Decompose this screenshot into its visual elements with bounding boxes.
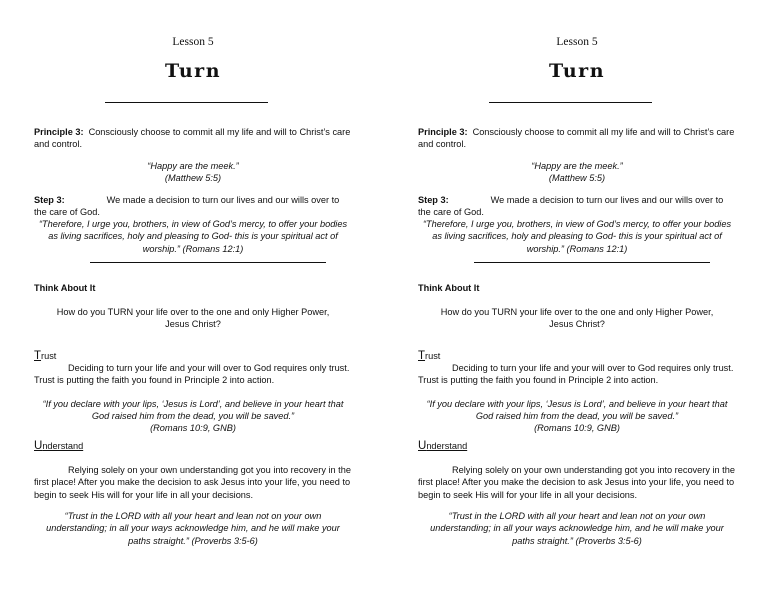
understand-body: Relying solely on your own understanding got you into recovery in the first place! After you make the decision to ask Jesus into your life, you need to begin to seek His will for your life in all your decisions. — [34, 465, 351, 500]
trust-body: Deciding to turn your life and your will over to God requires only trust. Trust is putting the faith you found in Principle 2 into action. — [34, 363, 350, 386]
section-divider — [474, 262, 710, 263]
title-divider — [489, 102, 652, 103]
trust-heading — [34, 350, 352, 362]
understand-quote: “Trust in the LORD with all your heart and lean not on your own understanding; in all your ways acknowledge him, and he will make your paths straight.” (Proverbs 3:5-6) — [46, 511, 340, 546]
page-title: Turn — [164, 60, 222, 82]
trust-heading — [418, 350, 736, 362]
principle-quote: “Happy are the meek.” — [531, 161, 623, 171]
step-block — [34, 194, 352, 219]
trust-initial: T — [418, 350, 426, 362]
principle-block — [34, 126, 352, 151]
understand-heading — [34, 440, 352, 452]
title-divider — [105, 102, 268, 103]
understand-heading — [418, 440, 736, 452]
trust-heading-rest: rust — [425, 351, 441, 361]
lesson-page-left — [34, 0, 352, 594]
trust-reference: (Romans 10:9, GNB) — [534, 423, 620, 433]
principle-text: Consciously choose to commit all my life and will to Christ’s care and control. — [418, 127, 735, 150]
trust-body: Deciding to turn your life and your will over to God requires only trust. Trust is putting the faith you found in Principle 2 into action. — [418, 363, 734, 386]
lesson-page-right — [418, 0, 736, 594]
understand-initial: U — [34, 440, 43, 452]
step-text: We made a decision to turn our lives and our wills over to the care of God. — [34, 195, 340, 218]
understand-heading-rest: nderstand — [426, 441, 468, 451]
understand-heading-rest: nderstand — [42, 441, 84, 451]
principle-text: Consciously choose to commit all my life and will to Christ’s care and control. — [34, 127, 351, 150]
step-label: Step 3: — [418, 195, 449, 205]
principle-reference: (Matthew 5:5) — [164, 173, 222, 183]
understand-quote: “Trust in the LORD with all your heart and lean not on your own understanding; in all your ways acknowledge him, and he will make your paths straight.” (Proverbs 3:5-6) — [430, 511, 724, 546]
section-divider — [90, 262, 326, 263]
understand-initial: U — [418, 440, 427, 452]
trust-initial: T — [34, 350, 42, 362]
step-text: We made a decision to turn our lives and our wills over to the care of God. — [418, 195, 724, 218]
principle-label: Principle 3: — [34, 127, 84, 137]
think-heading: Think About It — [418, 283, 480, 293]
think-question: How do you TURN your life over to the one and only Higher Power, Jesus Christ? — [440, 307, 714, 330]
trust-quote: “If you declare with your lips, ‘Jesus is Lord’, and believe in your heart that God raised him from the dead, you will be saved.” — [426, 399, 728, 422]
lesson-number: Lesson 5 — [556, 36, 598, 48]
principle-reference: (Matthew 5:5) — [548, 173, 606, 183]
step-quote: “Therefore, I urge you, brothers, in view of God’s mercy, to offer your bodies as living sacrifices, holy and pleasing to God- this is your spiritual act of worship.” (Romans 12:1) — [38, 219, 348, 254]
step-label: Step 3: — [34, 195, 65, 205]
principle-block — [418, 126, 736, 151]
understand-body: Relying solely on your own understanding got you into recovery in the first place! After you make the decision to ask Jesus into your life, you need to begin to seek His will for your life in all your decisions. — [418, 465, 735, 500]
trust-reference: (Romans 10:9, GNB) — [150, 423, 236, 433]
lesson-number: Lesson 5 — [172, 36, 214, 48]
principle-quote: “Happy are the meek.” — [147, 161, 239, 171]
step-block — [418, 194, 736, 219]
think-question: How do you TURN your life over to the one and only Higher Power, Jesus Christ? — [56, 307, 330, 330]
trust-heading-rest: rust — [41, 351, 57, 361]
principle-label: Principle 3: — [418, 127, 468, 137]
trust-quote: “If you declare with your lips, ‘Jesus is Lord’, and believe in your heart that God raised him from the dead, you will be saved.” — [42, 399, 344, 422]
page-title: Turn — [548, 60, 606, 82]
step-quote: “Therefore, I urge you, brothers, in view of God’s mercy, to offer your bodies as living sacrifices, holy and pleasing to God- this is your spiritual act of worship.” (Romans 12:1) — [422, 219, 732, 254]
think-heading: Think About It — [34, 283, 96, 293]
